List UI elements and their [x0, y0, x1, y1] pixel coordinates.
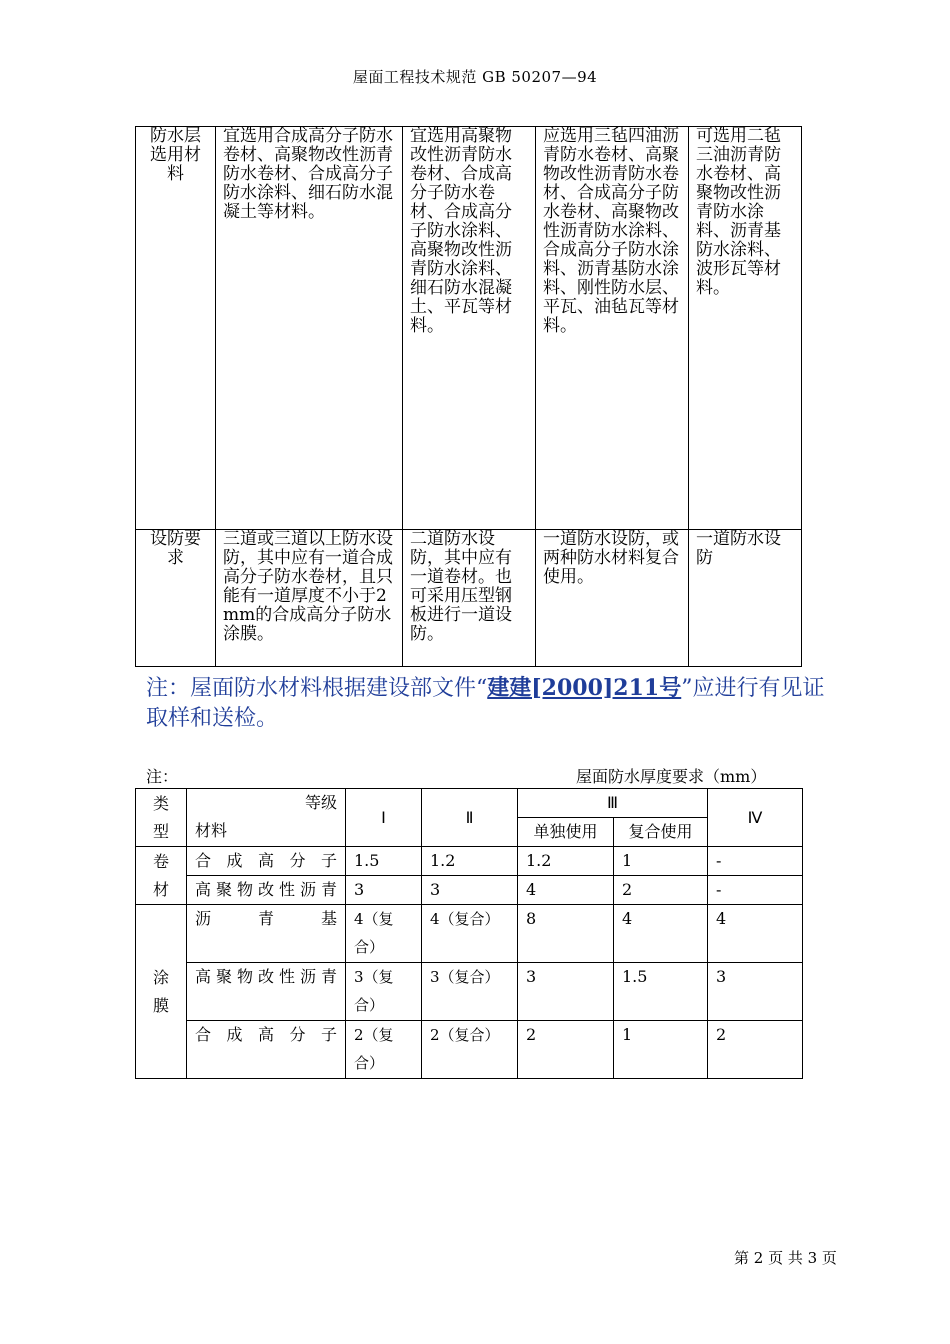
- note-label: 注：: [146, 767, 179, 786]
- table-cell: 三道或三道以上防水设防，其中应有一道合成高分子防水卷材，且只能有一道厚度不小于2mm的合成高分子防水涂膜。: [216, 530, 403, 667]
- table-cell: 宜选用高聚物改性沥青防水卷材、合成高分子防水卷材、合成高分子防水涂料、高聚物改性沥青防水涂料、细石防水混凝土、平瓦等材料。: [403, 127, 536, 530]
- table-cell: 2: [614, 876, 708, 905]
- table-cell: 3（复合）: [422, 963, 518, 1021]
- table-cell: 2: [518, 1021, 614, 1079]
- group-film: 涂 膜: [136, 905, 187, 1079]
- table-cell: 2（复合）: [346, 1021, 422, 1079]
- table-row: [136, 876, 803, 905]
- table-row: [136, 127, 802, 530]
- note-text-after: ”应进行有见证取样和送检。: [146, 676, 825, 731]
- type-header: 类 型: [136, 789, 187, 847]
- document-link[interactable]: 建建[2000]211号: [487, 675, 682, 701]
- table-cell: 3（复合）: [346, 963, 422, 1021]
- table-cell: 8: [518, 905, 614, 963]
- table-cell: 1.2: [518, 847, 614, 876]
- thickness-table-title: 屋面防水厚度要求（mm）: [576, 767, 767, 786]
- grade-3-header: Ⅲ: [518, 789, 708, 818]
- table-cell: -: [708, 876, 803, 905]
- table-cell: 一道防水设防，或两种防水材料复合使用。: [536, 530, 689, 667]
- grade-3-composite-header: 复合使用: [614, 818, 708, 847]
- grade-4-header: Ⅳ: [708, 789, 803, 847]
- page-header: 屋面工程技术规范 GB 50207—94: [352, 68, 598, 86]
- table-cell: 4: [614, 905, 708, 963]
- table-cell: 1.5: [614, 963, 708, 1021]
- table-cell: 1.5: [346, 847, 422, 876]
- grade-3-single-header: 单独使用: [518, 818, 614, 847]
- table-row: [136, 1021, 803, 1079]
- table-cell: 3: [422, 876, 518, 905]
- waterproof-spec-table: [135, 126, 802, 667]
- table-cell: 可选用二毡三油沥青防水卷材、高聚物改性沥青防水涂料、沥青基防水涂料、波形瓦等材料。: [689, 127, 802, 530]
- table-cell: 1: [614, 847, 708, 876]
- table-row: [136, 963, 803, 1021]
- thickness-table: [135, 788, 803, 1079]
- table-cell: 3: [708, 963, 803, 1021]
- table-row: [136, 847, 803, 876]
- group-roll: 卷 材: [136, 847, 187, 905]
- material-name: 合成高分子: [187, 847, 346, 876]
- table-cell: 4: [708, 905, 803, 963]
- grade-1-header: Ⅰ: [346, 789, 422, 847]
- sampling-note: [146, 673, 846, 734]
- row-label: 设防要求: [136, 530, 216, 667]
- table-row: [136, 905, 803, 963]
- table-cell: -: [708, 847, 803, 876]
- table-cell: 3: [346, 876, 422, 905]
- table-cell: 2: [708, 1021, 803, 1079]
- table-cell: 4: [518, 876, 614, 905]
- table-row: [136, 530, 802, 667]
- material-name: 高聚物改性沥青: [187, 963, 346, 1021]
- table-cell: 1: [614, 1021, 708, 1079]
- table-cell: 宜选用合成高分子防水卷材、高聚物改性沥青防水卷材、合成高分子防水涂料、细石防水混凝土等材料。: [216, 127, 403, 530]
- material-name: 沥青基: [187, 905, 346, 963]
- note-text-before: 注：屋面防水材料根据建设部文件“: [146, 676, 488, 701]
- page-number: 第 2 页 共 3 页: [734, 1249, 837, 1267]
- table-cell: 应选用三毡四油沥青防水卷材、高聚物改性沥青防水卷材、合成高分子防水卷材、高聚物改性沥青防水涂料、合成高分子防水涂料、沥青基防水涂料、刚性防水层、平瓦、油毡瓦等材料。: [536, 127, 689, 530]
- table-cell: 2（复合）: [422, 1021, 518, 1079]
- table-header-row: [136, 789, 803, 818]
- row-label: 防水层选用材料: [136, 127, 216, 530]
- grade-material-header: 等级 材料: [187, 789, 346, 847]
- table-cell: 一道防水设防: [689, 530, 802, 667]
- table-cell: 1.2: [422, 847, 518, 876]
- table-cell: 4（复合）: [422, 905, 518, 963]
- grade-2-header: Ⅱ: [422, 789, 518, 847]
- table-cell: 3: [518, 963, 614, 1021]
- table-cell: 二道防水设防，其中应有一道卷材。也可采用压型钢板进行一道设防。: [403, 530, 536, 667]
- table-cell: 4（复合）: [346, 905, 422, 963]
- material-name: 合成高分子: [187, 1021, 346, 1079]
- material-name: 高聚物改性沥青: [187, 876, 346, 905]
